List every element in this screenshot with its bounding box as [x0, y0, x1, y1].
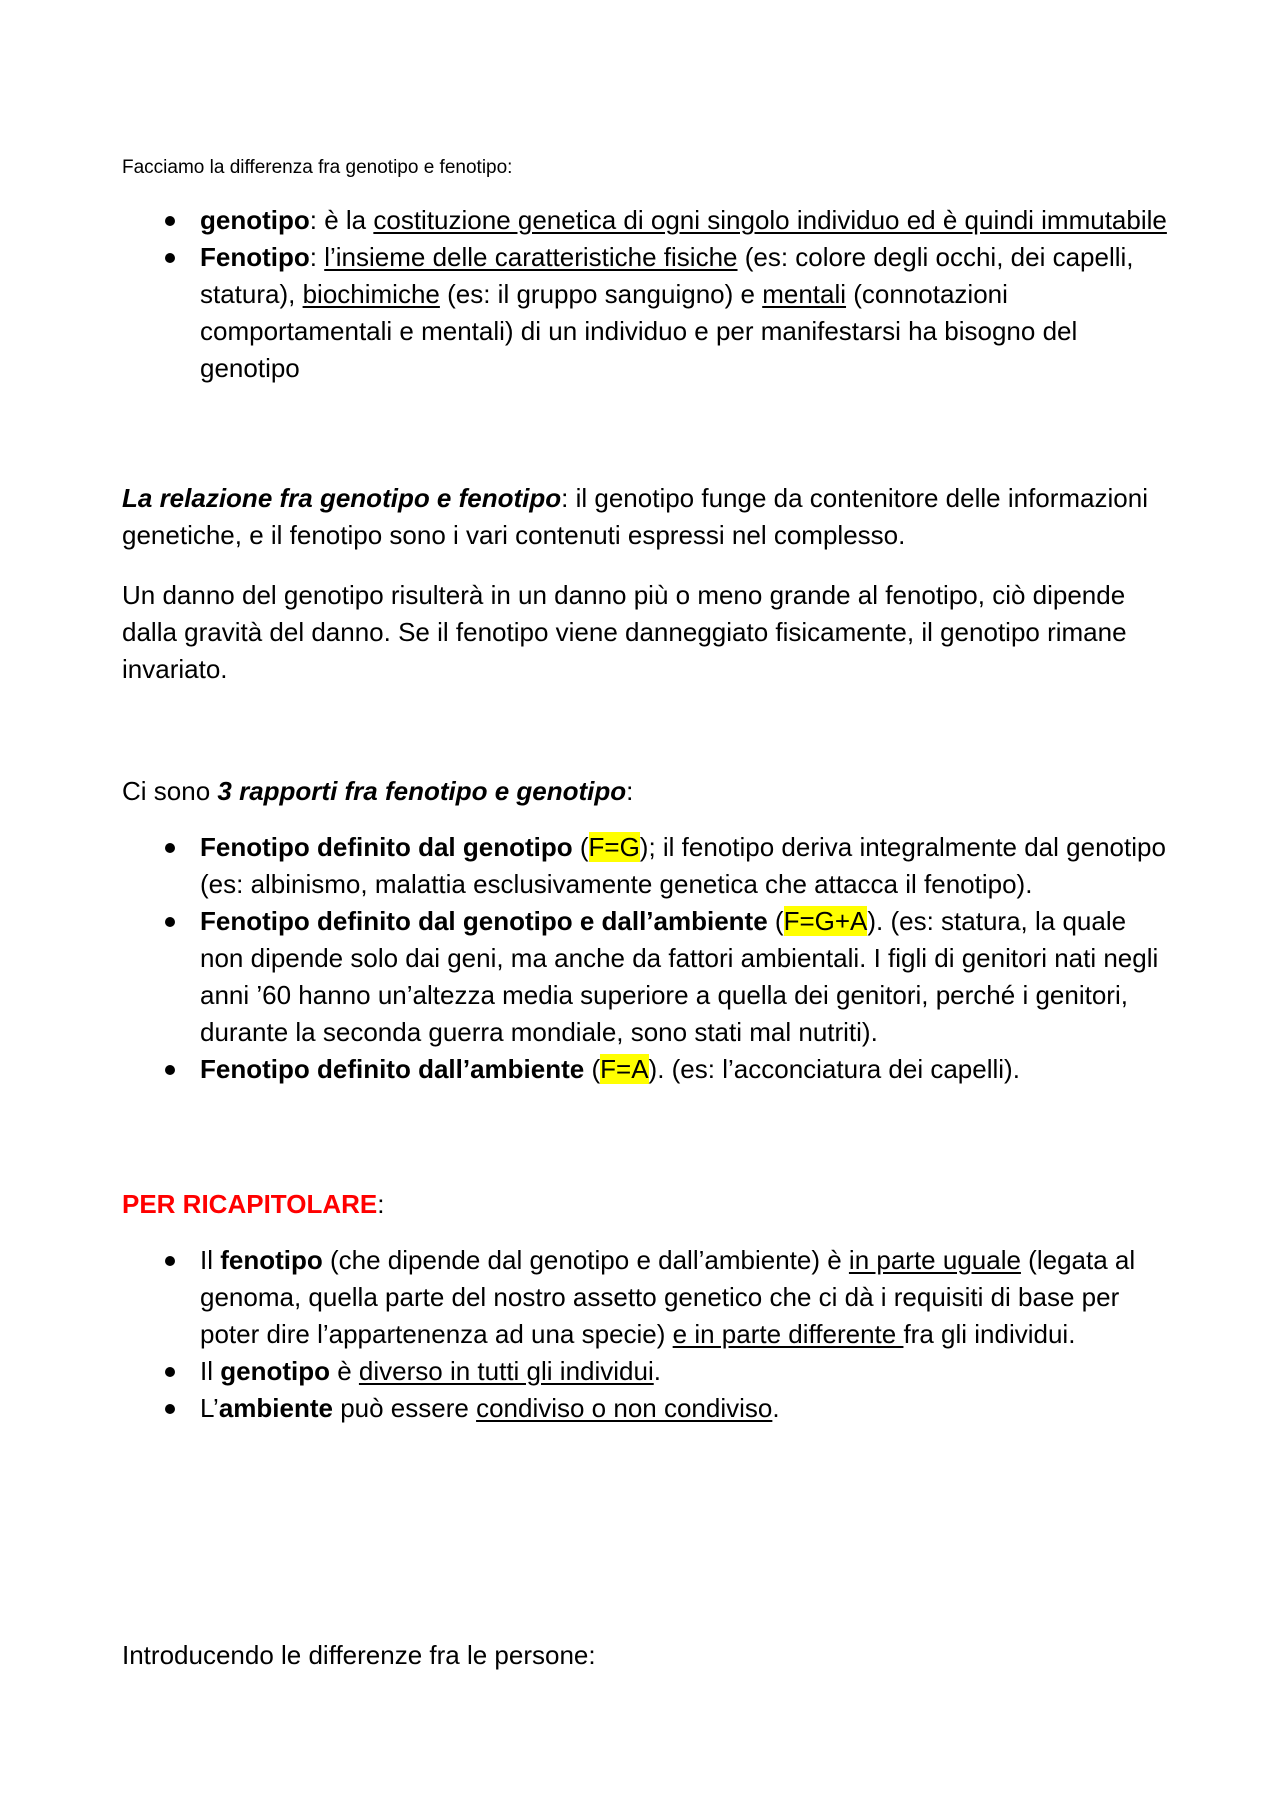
recap-title: PER RICAPITOLARE — [122, 1189, 378, 1219]
recap-underlined: in parte uguale — [848, 1245, 1021, 1275]
recap-term: ambiente — [218, 1393, 333, 1423]
relation-text: ); il fenotipo deriva integralmente dal genotipo (es: albinismo, malattia esclusivamente genetica che attacca il fenotipo). — [200, 832, 1166, 899]
relation-formula: F=G+A — [783, 906, 868, 936]
relation-text: ). (es: statura, la quale non dipende solo dai geni, ma anche da fattori ambientali. I figli di genitori nati negli anni ’60 hanno un’altezza media superiore a quella dei genitori, perché i genitori, durante la seconda guerra mondiale, sono stati mal nutriti). — [200, 906, 1159, 1047]
recap-heading — [122, 1186, 1172, 1223]
definitions-list — [122, 202, 1172, 387]
relation-text: : il genotipo funge da contenitore delle informazioni genetiche, e il fenotipo sono i vari contenuti espressi nel complesso. — [122, 483, 1148, 550]
closing-line: Introducendo le differenze fra le persone: — [122, 1640, 596, 1670]
recap-text: Il — [200, 1356, 221, 1386]
recap-text: . — [653, 1356, 661, 1386]
recap-text: può essere — [332, 1393, 477, 1423]
recap-text: è — [330, 1356, 359, 1386]
recap-term: genotipo — [220, 1356, 330, 1386]
fenotipo-text-3: (connotazioni comportamentali e mentali) di un individuo e per manifestarsi ha bisogno del genotipo — [200, 279, 1078, 383]
recap-text: (legata al genoma, quella parte del nostro assetto genetico che ci dà i requisiti di base per poter dire l’appartenenza ad una specie) — [200, 1245, 1136, 1349]
recap-text: . — [772, 1393, 780, 1423]
relation-term: Fenotipo definito dall’ambiente — [200, 1054, 585, 1084]
list-item-relation — [122, 1051, 1172, 1088]
relation-term: Fenotipo definito dal genotipo e dall’ambiente — [200, 906, 768, 936]
intro-line: Facciamo la differenza fra genotipo e fenotipo: — [122, 157, 513, 178]
list-item-genotipo — [122, 202, 1172, 239]
recap-text: (che dipende dal genotipo e dall’ambiente) è — [322, 1245, 849, 1275]
recap-text: fra gli individui. — [903, 1319, 1076, 1349]
recap-underlined: diverso in tutti gli individui — [358, 1356, 654, 1386]
list-item-recap-ambiente — [122, 1390, 1172, 1427]
fenotipo-text-1: (es: colore degli occhi, dei capelli, statura), — [200, 242, 1134, 309]
fenotipo-fisiche: l’insieme delle caratteristiche fisiche — [324, 242, 738, 272]
relation-open: ( — [584, 1054, 601, 1084]
definition-genotipo-underlined: costituzione genetica di ogni singolo individuo ed è quindi immutabile — [373, 205, 1167, 235]
definition-sep: : è la — [309, 205, 374, 235]
relation-open: ( — [767, 906, 784, 936]
term-genotipo: genotipo — [200, 205, 310, 235]
relations-intro-emph: 3 rapporti fra fenotipo e genotipo — [217, 776, 627, 806]
relation-formula: F=A — [600, 1054, 649, 1084]
recap-underlined: e in parte differente — [672, 1319, 904, 1349]
fenotipo-text-2: (es: il gruppo sanguigno) e — [439, 279, 763, 309]
relation-text: ). (es: l’acconciatura dei capelli). — [648, 1054, 1020, 1084]
relations-intro-pre: Ci sono — [122, 776, 218, 806]
relation-paragraph — [122, 480, 1172, 554]
relation-formula: F=G — [588, 832, 640, 862]
recap-text: Il — [200, 1245, 221, 1275]
list-item-relation — [122, 829, 1172, 903]
relations-intro-post: : — [626, 776, 634, 806]
recap-text: L’ — [200, 1393, 219, 1423]
fenotipo-mentali: mentali — [762, 279, 847, 309]
definition-sep: : — [309, 242, 325, 272]
relation-open: ( — [572, 832, 589, 862]
relations-list — [122, 829, 1172, 1088]
damage-paragraph: Un danno del genotipo risulterà in un danno più o meno grande al fenotipo, ciò dipende dalla gravità del danno. Se il fenotipo viene danneggiato fisicamente, il genotipo rimane invariato. — [122, 580, 1127, 684]
list-item-fenotipo — [122, 239, 1172, 387]
list-item-recap-genotipo — [122, 1353, 1172, 1390]
fenotipo-biochimiche: biochimiche — [302, 279, 440, 309]
recap-underlined: condiviso o non condiviso — [476, 1393, 773, 1423]
recap-term: fenotipo — [220, 1245, 323, 1275]
relation-term: Fenotipo definito dal genotipo — [200, 832, 573, 862]
relation-title: La relazione fra genotipo e fenotipo — [122, 483, 562, 513]
list-item-recap-fenotipo — [122, 1242, 1172, 1353]
list-item-relation — [122, 903, 1172, 1051]
recap-colon: : — [377, 1189, 385, 1219]
term-fenotipo: Fenotipo — [200, 242, 310, 272]
recap-list — [122, 1242, 1172, 1427]
relations-intro — [122, 773, 1172, 810]
